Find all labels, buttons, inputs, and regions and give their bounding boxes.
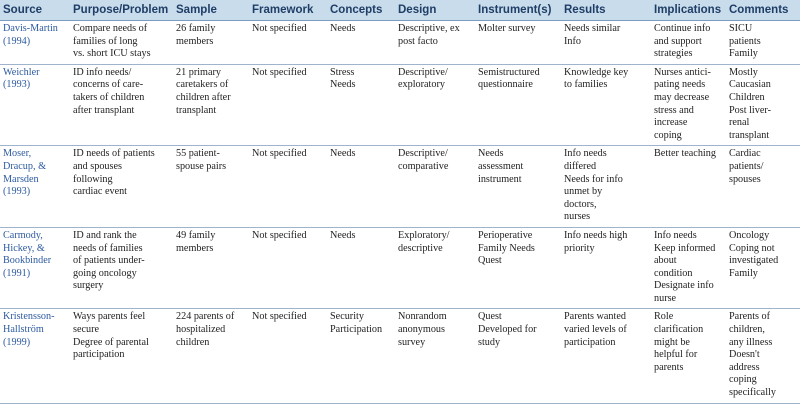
purpose-text: Ways parents feel xyxy=(73,311,146,323)
comments-cell xyxy=(726,21,800,65)
sample-cell xyxy=(173,146,249,228)
framework-cell xyxy=(249,227,327,309)
purpose-text: after transplant xyxy=(73,104,135,116)
purpose-text: going oncology xyxy=(73,267,137,279)
source-cell xyxy=(0,227,70,309)
concepts-text: Needs xyxy=(330,148,356,160)
sample-text: 224 parents of xyxy=(176,311,235,323)
column-header-design: Design xyxy=(395,0,475,21)
comments-text: coping xyxy=(729,374,757,386)
implications-text: Better teaching xyxy=(654,148,716,160)
source-text: (1993) xyxy=(3,186,31,198)
column-header-sample: Sample xyxy=(173,0,249,21)
implications-text: Continue info xyxy=(654,23,711,34)
purpose-cell xyxy=(70,309,173,403)
implications-text: Role clarification xyxy=(654,311,704,336)
results-cell xyxy=(561,64,651,146)
comments-text: any illness xyxy=(729,336,773,348)
sample-text: 55 patient- xyxy=(176,148,220,160)
purpose-text: ID and rank the xyxy=(73,229,137,241)
instrument-text: Quest xyxy=(478,311,502,323)
table-row xyxy=(0,146,800,228)
comments-text: investigated xyxy=(729,255,779,267)
design-text: post facto xyxy=(398,35,438,47)
results-cell xyxy=(561,309,651,403)
sample-text: hospitalized xyxy=(176,324,226,336)
comments-text: Family xyxy=(729,267,758,279)
concepts-text: Security xyxy=(330,311,364,323)
concepts-text: Participation xyxy=(330,324,383,336)
table-row xyxy=(0,64,800,146)
column-header-purpose-problem: Purpose/Problem xyxy=(70,0,173,21)
column-header-concepts: Concepts xyxy=(327,0,395,21)
comments-cell xyxy=(726,64,800,146)
results-cell xyxy=(561,21,651,65)
comments-text: address xyxy=(729,361,760,373)
framework-cell xyxy=(249,309,327,403)
sample-text: members xyxy=(176,242,214,254)
implications-text: parents xyxy=(654,361,684,373)
concepts-cell xyxy=(327,309,395,403)
source-cell xyxy=(0,146,70,228)
concepts-text: Needs xyxy=(330,79,356,91)
sample-text: 21 primary xyxy=(176,66,221,78)
comments-text: Mostly xyxy=(729,66,758,78)
sample-text: 49 family xyxy=(176,229,216,241)
source-text: (1999) xyxy=(3,336,31,348)
sample-cell xyxy=(173,227,249,309)
results-text: priority xyxy=(564,242,595,254)
results-text: Info xyxy=(564,35,581,47)
instrument-text: questionnaire xyxy=(478,79,533,91)
purpose-text: takers of children xyxy=(73,91,145,103)
results-text: differed xyxy=(564,160,597,172)
results-text: to families xyxy=(564,79,608,91)
results-text: unmet by xyxy=(564,186,603,198)
sample-text: 26 family xyxy=(176,23,216,34)
concepts-text: Needs xyxy=(330,23,356,34)
design-text: Exploratory/ xyxy=(398,229,450,241)
source-cell xyxy=(0,21,70,65)
implications-text: pating needs xyxy=(654,79,706,91)
purpose-text: concerns of care- xyxy=(73,79,144,91)
table-body xyxy=(0,21,800,404)
implications-text: and support xyxy=(654,35,702,47)
results-text: varied levels of xyxy=(564,324,627,336)
results-text: Knowledge key xyxy=(564,66,629,78)
comments-text: Caucasian xyxy=(729,79,771,91)
framework-text: Not specified xyxy=(252,148,307,160)
purpose-text: following xyxy=(73,173,113,185)
instrument-text: Quest xyxy=(478,255,502,267)
results-text: participation xyxy=(564,336,616,348)
comments-cell xyxy=(726,227,800,309)
instrument-text: assessment xyxy=(478,160,524,172)
purpose-text: Compare needs of xyxy=(73,23,148,34)
source-text: Marsden xyxy=(3,173,39,185)
design-cell xyxy=(395,309,475,403)
design-text: survey xyxy=(398,336,426,348)
instrument-text: study xyxy=(478,336,501,348)
design-text: descriptive xyxy=(398,242,443,254)
source-text: (1993) xyxy=(3,79,31,91)
design-text: Descriptive/ xyxy=(398,148,448,160)
comments-text: children, xyxy=(729,324,765,336)
sample-text: spouse pairs xyxy=(176,160,227,172)
purpose-text: Degree of parental xyxy=(73,336,149,348)
instrument-text: instrument xyxy=(478,173,522,185)
column-header-implications: Implications xyxy=(651,0,726,21)
implications-text: may decrease xyxy=(654,91,710,103)
design-cell xyxy=(395,64,475,146)
column-header-source: Source xyxy=(0,0,70,21)
design-cell xyxy=(395,227,475,309)
purpose-cell xyxy=(70,146,173,228)
results-text: Info needs xyxy=(564,148,607,160)
framework-text: Not specified xyxy=(252,229,307,241)
implications-text: Keep informed xyxy=(654,242,716,254)
comments-text: renal xyxy=(729,117,750,129)
implications-cell xyxy=(651,146,726,228)
purpose-text: and spouses xyxy=(73,160,122,172)
purpose-text: cardiac event xyxy=(73,186,128,198)
comments-cell xyxy=(726,309,800,403)
implications-text: might be xyxy=(654,336,690,348)
source-text: Moser, xyxy=(3,148,32,160)
framework-text: Not specified xyxy=(252,66,307,78)
design-text: Descriptive/ xyxy=(398,66,448,78)
results-cell xyxy=(561,227,651,309)
purpose-text: ID info needs/ xyxy=(73,66,132,78)
framework-cell xyxy=(249,21,327,65)
concepts-cell xyxy=(327,227,395,309)
results-text: Needs similar xyxy=(564,23,621,34)
comments-text: spouses xyxy=(729,173,761,185)
results-text: Needs for info xyxy=(564,173,623,185)
purpose-cell xyxy=(70,64,173,146)
sample-cell xyxy=(173,309,249,403)
instrument-cell xyxy=(475,21,561,65)
framework-cell xyxy=(249,146,327,228)
sample-cell xyxy=(173,21,249,65)
comments-text: Doesn't xyxy=(729,349,760,361)
implications-text: strategies xyxy=(654,48,693,60)
implications-text: Designate info xyxy=(654,280,714,292)
purpose-text: of patients under- xyxy=(73,255,145,267)
comments-text: SICU xyxy=(729,23,753,34)
column-header-framework: Framework xyxy=(249,0,327,21)
implications-text: Info needs xyxy=(654,229,697,241)
column-header-comments: Comments xyxy=(726,0,800,21)
design-text: Descriptive, ex xyxy=(398,23,460,34)
comments-text: transplant xyxy=(729,129,770,141)
instrument-cell xyxy=(475,64,561,146)
purpose-text: surgery xyxy=(73,280,104,292)
results-cell xyxy=(561,146,651,228)
source-text: Weichler xyxy=(3,66,40,78)
sample-text: caretakers of xyxy=(176,79,229,91)
sample-text: children xyxy=(176,336,210,348)
column-header-results: Results xyxy=(561,0,651,21)
source-text: Bookbinder xyxy=(3,255,52,267)
purpose-cell xyxy=(70,227,173,309)
source-text: Davis-Martin xyxy=(3,23,58,34)
purpose-cell xyxy=(70,21,173,65)
header-row xyxy=(0,0,800,21)
concepts-cell xyxy=(327,64,395,146)
sample-cell xyxy=(173,64,249,146)
concepts-cell xyxy=(327,21,395,65)
framework-cell xyxy=(249,64,327,146)
sample-text: children after xyxy=(176,91,231,103)
source-text: Dracup, & xyxy=(3,160,46,172)
results-text: Parents wanted xyxy=(564,311,626,323)
implications-text: nurse xyxy=(654,292,677,304)
instrument-text: Family Needs xyxy=(478,242,535,254)
results-text: Info needs high xyxy=(564,229,628,241)
comments-text: patients xyxy=(729,35,761,47)
design-cell xyxy=(395,146,475,228)
framework-text: Not specified xyxy=(252,311,307,323)
comments-text: Oncology xyxy=(729,229,770,241)
comments-text: Children xyxy=(729,91,765,103)
comments-text: patients/ xyxy=(729,160,764,172)
implications-cell xyxy=(651,21,726,65)
results-text: nurses xyxy=(564,211,591,223)
design-cell xyxy=(395,21,475,65)
purpose-text: families of long xyxy=(73,35,138,47)
implications-text: helpful for xyxy=(654,349,698,361)
comments-cell xyxy=(726,146,800,228)
purpose-text: needs of families xyxy=(73,242,143,254)
results-text: doctors, xyxy=(564,198,597,210)
concepts-cell xyxy=(327,146,395,228)
implications-text: coping xyxy=(654,129,682,141)
instrument-text: Perioperative xyxy=(478,229,533,241)
implications-text: Nurses antici- xyxy=(654,66,711,78)
sample-text: members xyxy=(176,35,214,47)
comments-text: Coping not xyxy=(729,242,775,254)
column-header-instrument-s: Instrument(s) xyxy=(475,0,561,21)
instrument-cell xyxy=(475,227,561,309)
implications-text: about xyxy=(654,255,677,267)
purpose-text: secure xyxy=(73,324,100,336)
sample-text: transplant xyxy=(176,104,217,116)
instrument-text: Needs xyxy=(478,148,504,160)
comments-text: Family xyxy=(729,48,758,60)
implications-text: increase xyxy=(654,117,688,129)
implications-text: condition xyxy=(654,267,693,279)
instrument-text: Developed for xyxy=(478,324,537,336)
framework-text: Not specified xyxy=(252,23,307,34)
source-text: (1994) xyxy=(3,35,31,47)
table-header xyxy=(0,0,800,21)
design-text: anonymous xyxy=(398,324,445,336)
implications-text: stress and xyxy=(654,104,694,116)
instrument-text: Semistructured xyxy=(478,66,540,78)
comments-text: Parents of xyxy=(729,311,771,323)
concepts-text: Needs xyxy=(330,229,356,241)
design-text: exploratory xyxy=(398,79,445,91)
source-text: Kristensson- xyxy=(3,311,55,323)
source-cell xyxy=(0,64,70,146)
design-text: comparative xyxy=(398,160,449,172)
table-row xyxy=(0,309,800,403)
purpose-text: participation xyxy=(73,349,125,361)
design-text: Nonrandom xyxy=(398,311,447,323)
source-text: Hallström xyxy=(3,324,44,336)
purpose-text: vs. short ICU stays xyxy=(73,48,151,60)
instrument-cell xyxy=(475,309,561,403)
comments-text: specifically xyxy=(729,387,776,399)
comments-text: Post liver- xyxy=(729,104,771,116)
instrument-text: Molter survey xyxy=(478,23,536,34)
source-cell xyxy=(0,309,70,403)
instrument-cell xyxy=(475,146,561,228)
source-text: Hickey, & xyxy=(3,242,45,254)
implications-cell xyxy=(651,64,726,146)
comments-text: Cardiac xyxy=(729,148,761,160)
source-text: Carmody, xyxy=(3,229,43,241)
source-text: (1991) xyxy=(3,267,31,279)
implications-cell xyxy=(651,227,726,309)
purpose-text: ID needs of patients xyxy=(73,148,155,160)
implications-cell xyxy=(651,309,726,403)
table-row xyxy=(0,21,800,65)
table-row xyxy=(0,227,800,309)
concepts-text: Stress xyxy=(330,66,355,78)
